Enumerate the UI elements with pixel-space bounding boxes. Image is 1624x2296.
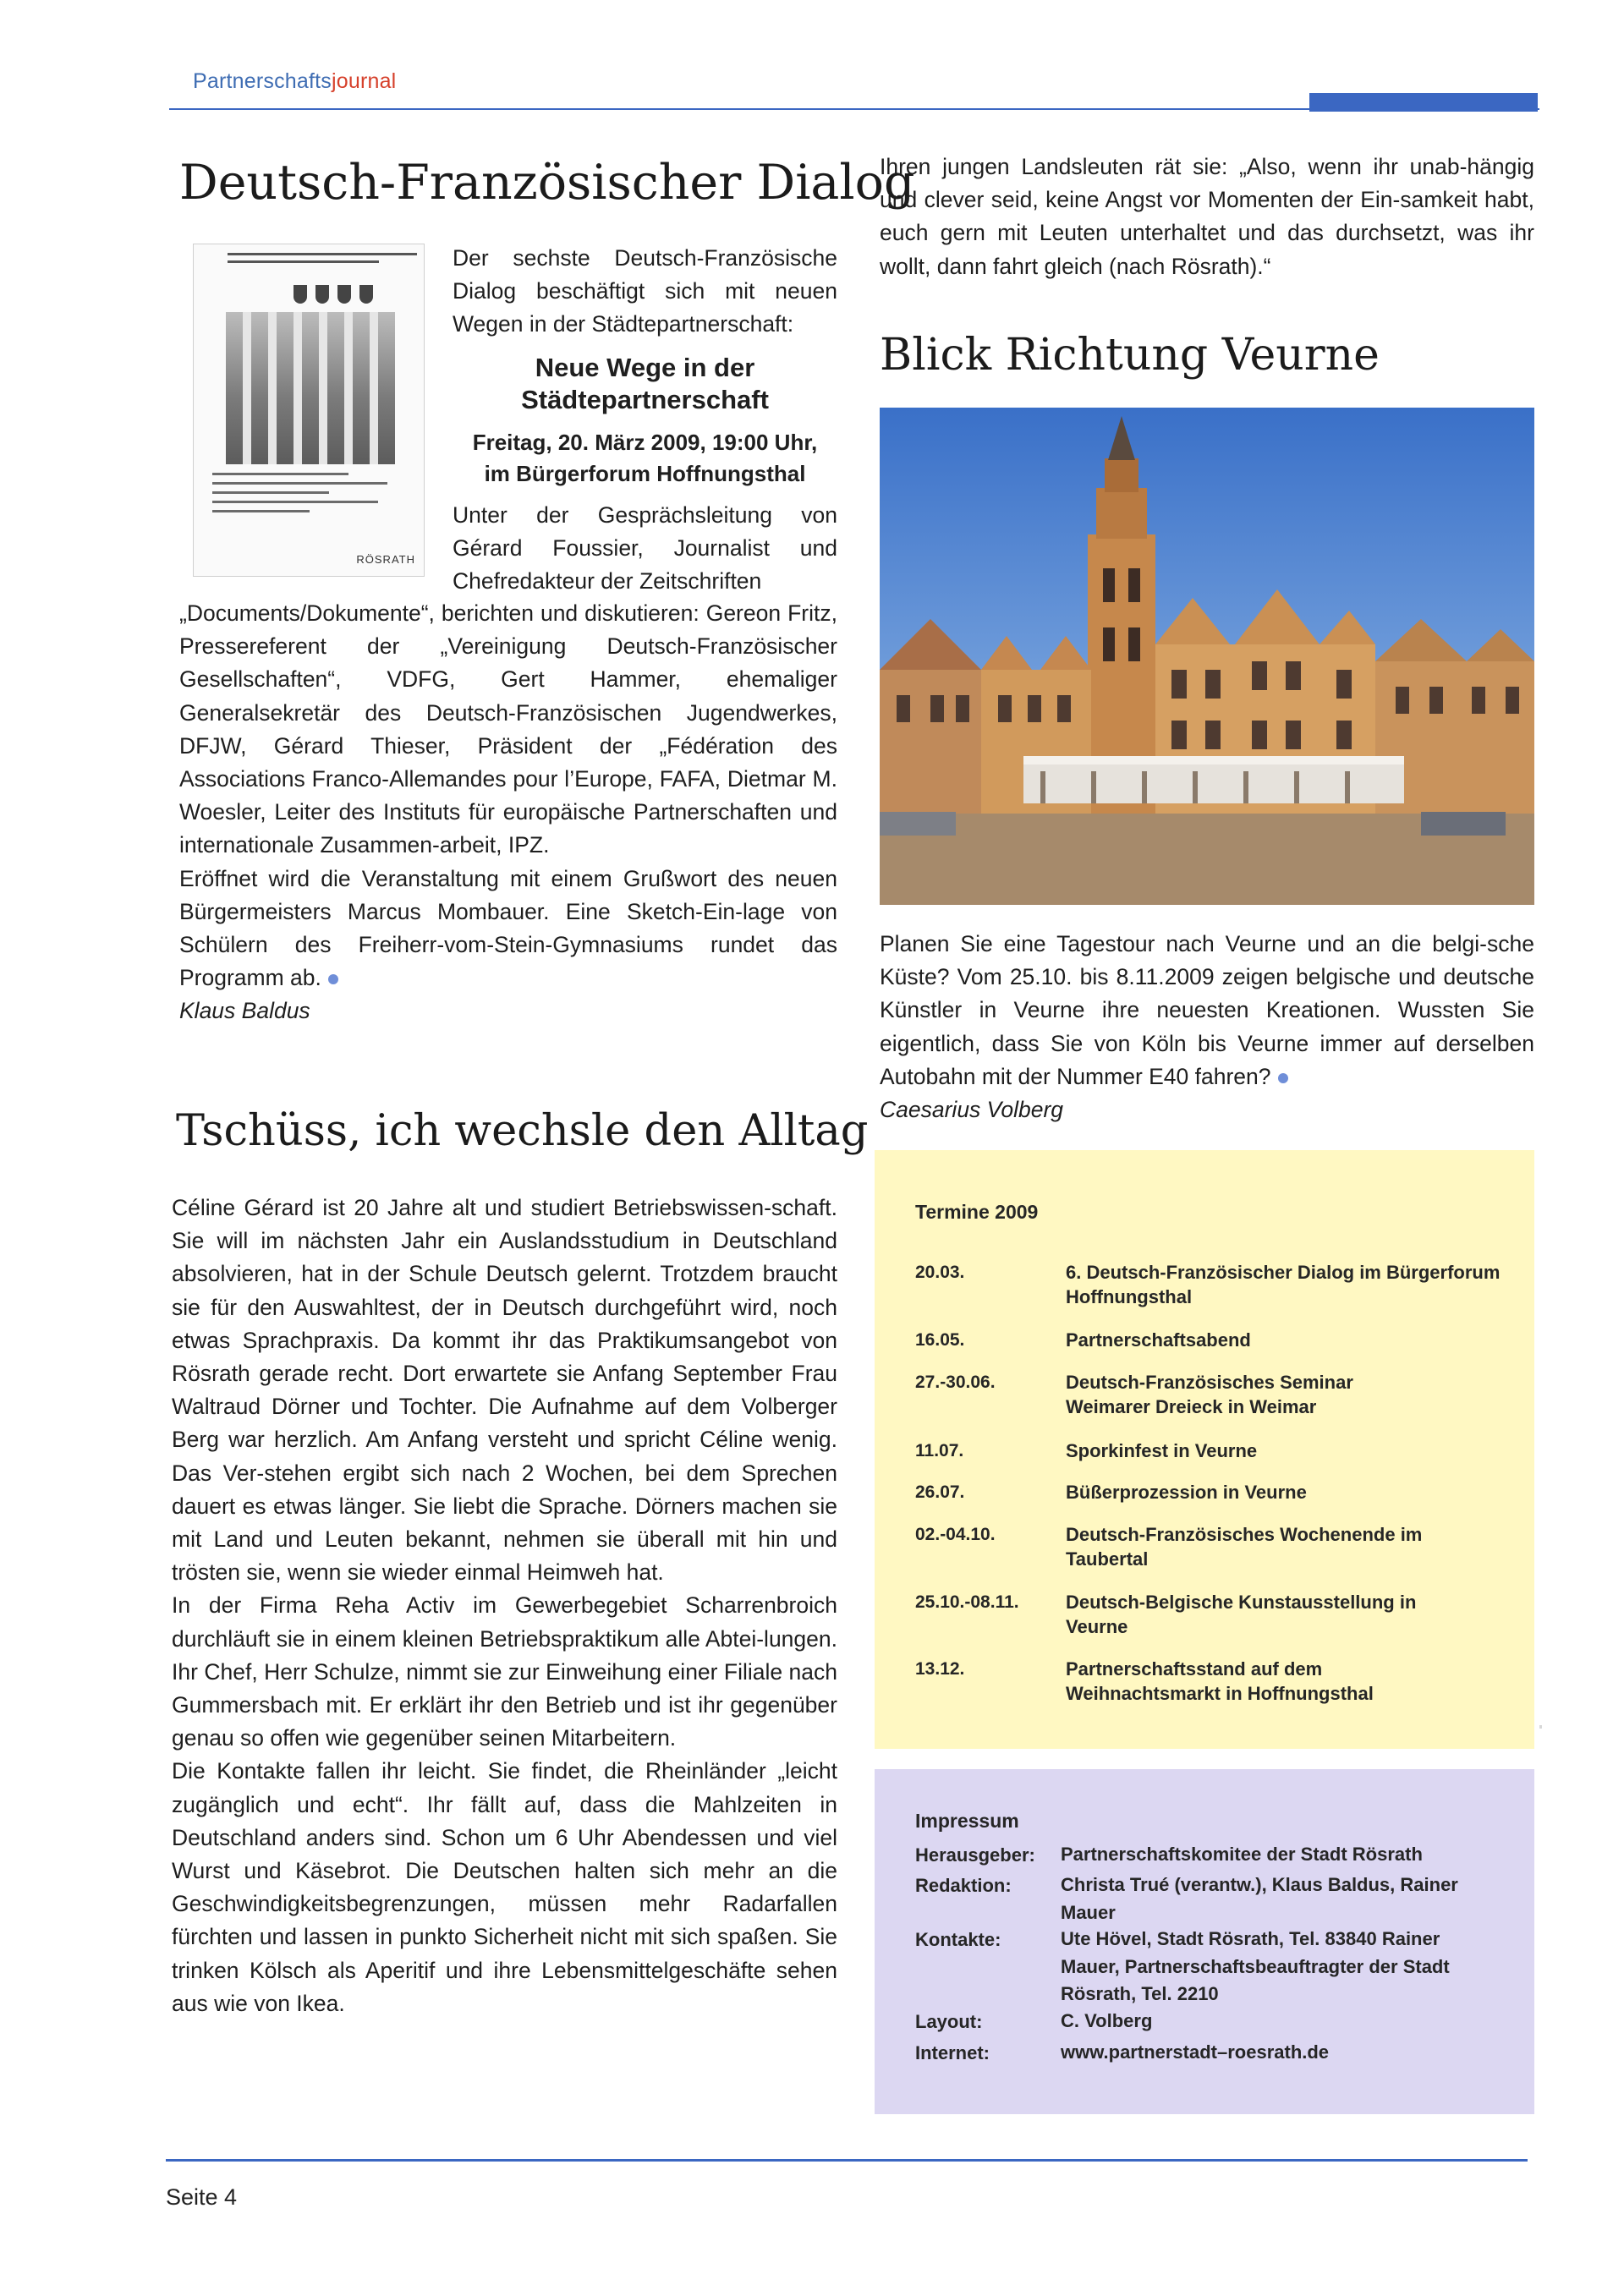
event-title: Partnerschaftsstand auf dem Weihnachtsmarkt in Hoffnungsthal (1066, 1658, 1374, 1704)
impressum-title: Impressum (915, 1810, 1019, 1832)
event-place-line: im Bürgerforum Hoffnungsthal (484, 461, 806, 486)
impressum-label: Internet: (915, 2042, 990, 2063)
event-title: Sporkinfest in Veurne (1066, 1440, 1258, 1461)
article-2-paragraph-2: In der Firma Reha Activ im Gewerbegebiet Scharrenbroich durchläuft sie in einem kleinen Betriebspraktikum alle Abtei-lungen. Ihr Chef, Herr Schulze, nimmt sie zur Einweihung einer Filiale nach Gummersbach mit. Er erklärt ihr den Betrieb und ist ihr gegenüber genau so offen wie gegenüber seinen Mitarbeitern. (172, 1592, 837, 1751)
brand-part-2: journal (331, 69, 397, 93)
impressum-label: Layout: (915, 2011, 983, 2032)
event-date: 16.05. (915, 1330, 965, 1350)
flyer-logo: RÖSRATH (356, 553, 415, 566)
article-1-subhead (453, 352, 837, 416)
article-1-event-info (453, 427, 837, 490)
header-accent-bar (1309, 93, 1538, 112)
impressum-value: Christa Trué (verantw.), Klaus Baldus, Rainer Mauer (1061, 1874, 1458, 1923)
event-date-line: Freitag, 20. März 2009, 19:00 Uhr, (472, 430, 818, 455)
event-date: 25.10.-08.11. (915, 1592, 1019, 1612)
margin-mark (1539, 1725, 1542, 1729)
flyer-crests (294, 285, 395, 304)
article-1-intro: Der sechste Deutsch-Französische Dialog beschäftigt sich mit neuen Wegen in der Städtepartnerschaft: (453, 245, 837, 337)
event-title: 6. Deutsch-Französischer Dialog im Bürgerforum Hoffnungsthal (1066, 1262, 1501, 1307)
article-1-text-wrap: Unter der Gesprächsleitung von Gérard Foussier, Journalist und Chefredakteur der Zeitschriften (453, 502, 837, 595)
veurne-town-hall-photo (880, 408, 1534, 905)
event-date: 27.-30.06. (915, 1373, 996, 1392)
end-bullet-icon (1278, 1073, 1288, 1083)
subhead-line-2: Städtepartnerschaft (521, 385, 769, 414)
impressum-box (875, 1769, 1534, 2114)
event-title: Partnerschaftsabend (1066, 1329, 1251, 1351)
impressum-label: Herausgeber: (915, 1844, 1035, 1866)
article-1-title: Deutsch-Französischer Dialog (179, 155, 915, 211)
termine-title: Termine 2009 (915, 1201, 1039, 1223)
journal-brand (193, 69, 396, 94)
impressum-label: Kontakte: (915, 1929, 1001, 1950)
event-title: Deutsch-Französisches Seminar Weimarer Dreieck in Weimar (1066, 1372, 1353, 1417)
event-title: Deutsch-Französisches Wochenende im Taubertal (1066, 1524, 1423, 1570)
impressum-value: Partnerschaftskomitee der Stadt Rösrath (1061, 1844, 1423, 1865)
event-date: 20.03. (915, 1263, 965, 1282)
impressum-value: Ute Hövel, Stadt Rösrath, Tel. 83840 Rainer Mauer, Partnerschaftsbeauftragter der Stadt Rösrath, Tel. 2210 (1061, 1928, 1450, 2004)
article-2-paragraph-3: Die Kontakte fallen ihr leicht. Sie findet, die Rheinländer „leicht zugänglich und echt“. Ihr fällt auf, dass die Mahlzeiten in Deutschland anders sind. Schon um 6 Uhr Abendessen und viel Wurst und Käsebrot. Die Deutschen halten sich mehr an die Geschwindigkeitsbegrenzungen, müssen mehr Radarfallen fürchten und lassen in punkto Sicherheit nicht mit sich spaßen. Sie trinken Kölsch als Aperitif und ihre Lebensmittelgeschäfte sehen aus wie von Ikea. (172, 1758, 837, 2016)
impressum-value: C. Volberg (1061, 2010, 1153, 2031)
event-title: Büßerprozession in Veurne (1066, 1482, 1307, 1503)
event-date: 02.-04.10. (915, 1525, 996, 1544)
event-flyer-image (193, 244, 425, 577)
subhead-line-1: Neue Wege in der (535, 353, 755, 382)
event-title: Deutsch-Belgische Kunstausstellung in Veurne (1066, 1592, 1417, 1637)
article-3-author: Caesarius Volberg (880, 1097, 1064, 1123)
article-2-paragraph-1: Céline Gérard ist 20 Jahre alt und studiert Betriebswissen-schaft. Sie will im nächsten Jahr ein Auslandsstudium in Deutschland absolvieren, hat in der Schule Deutsch gelernt. Trotzdem braucht sie für den Auswahltest, der in Deutsch durchgeführt wird, noch etwas Sprachpraxis. Da kommt ihr das Praktikumsangebot von Rösrath gerade recht. Dort erwartete sie Anfang September Frau Waltraud Dörner und Tochter. Die Aufnahme auf dem Volberger Berg war herzlich. Am Anfang versteht und spricht Céline wenig. Das Ver-stehen ergibt sich nach 2 Wochen, bei dem Sprechen dauert es etwas länger. Sie liebt die Sprache. Dörners machen sie mit Land und Leuten bekannt, nehmen sie überall mit hin und trösten sie, wenn sie wieder einmal Heimweh hat. (172, 1195, 837, 1586)
flyer-building (226, 312, 395, 464)
article-3-body (880, 928, 1534, 1126)
event-date: 11.07. (915, 1441, 964, 1460)
brand-part-1: Partnerschafts (193, 69, 332, 93)
article-2-title: Tschüss, ich wechsle den Alltag (176, 1106, 869, 1156)
website-link[interactable]: www.partnerstadt–roesrath.de (1061, 2041, 1330, 2063)
article-1-closing: Eröffnet wird die Veranstaltung mit einem Grußwort des neuen Bürgermeisters Marcus Mombauer. Eine Sketch-Ein-lage von Schülern des Freiherr-vom-Stein-Gymnasiums rundet das Programm ab. (179, 865, 837, 991)
end-bullet-icon (328, 974, 338, 984)
footer-rule (166, 2159, 1528, 2162)
article-3-title: Blick Richtung Veurne (880, 330, 1380, 381)
termine-box (875, 1150, 1534, 1749)
article-1-body (179, 597, 837, 1028)
impressum-label: Redaktion: (915, 1875, 1012, 1896)
article-1-author: Klaus Baldus (179, 998, 310, 1024)
veurne-painting (880, 408, 1534, 905)
article-2-body (172, 1192, 837, 2020)
page-number: Seite 4 (166, 2184, 238, 2210)
article-1-paragraph: „Documents/Dokumente“, berichten und diskutieren: Gereon Fritz, Pressereferent der „Vereinigung Deutsch-Französischer Gesellschaften“, VDFG, Gert Hammer, ehemaliger Generalsekretär des Deutsch-Französischen Jugendwerkes, DFJW, Gérard Thieser, Präsident der „Fédération des Associations Franco-Allemandes pour l’Europe, FAFA, Dietmar M. Woesler, Leiter des Instituts für europäische Partnerschaften und internationale Zusammen-arbeit, IPZ. (179, 600, 837, 858)
event-date: 26.07. (915, 1482, 965, 1502)
article-3-text: Planen Sie eine Tagestour nach Veurne und an die belgi-sche Küste? Vom 25.10. bis 8.11.2009 zeigen belgische und deutsche Künstler in Veurne ihre neuesten Kreationen. Wussten Sie eigentlich, dass Sie von Köln bis Veurne immer auf derselben Autobahn mit der Nummer E40 fahren? (880, 931, 1534, 1089)
article-2-continuation: Ihren jungen Landsleuten rät sie: „Also, wenn ihr unab-hängig und clever seid, keine Angst vor Momenten der Ein-samkeit habt, euch gern mit Leuten unterhaltet und das durchsetzt, was ihr wollt, dann fahrt gleich (nach Rösrath).“ (880, 154, 1534, 279)
event-date: 13.12. (915, 1659, 965, 1679)
